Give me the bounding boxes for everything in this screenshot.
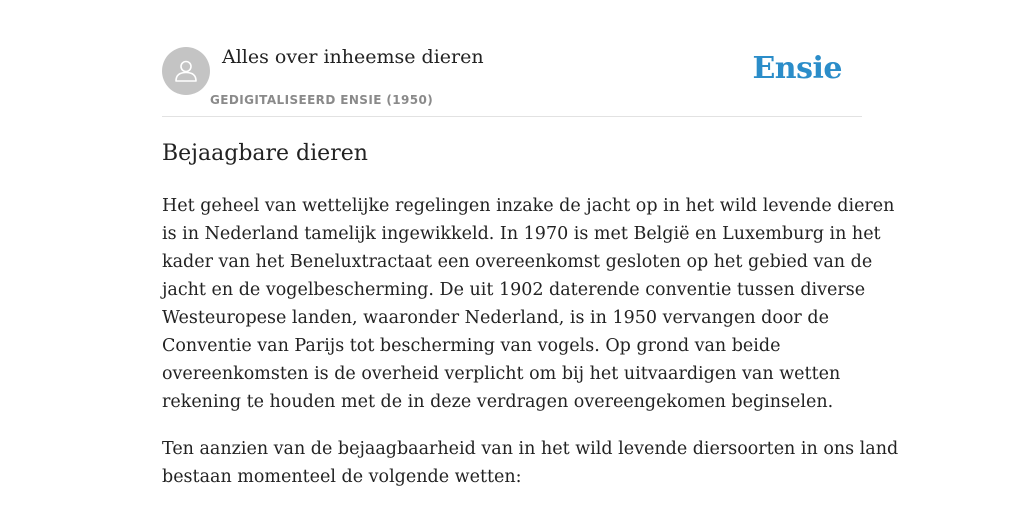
text-line: overeenkomsten is de overheid verplicht om bij het uitvaardigen van wetten <box>162 364 841 384</box>
text-line: jacht en de vogelbescherming. De uit 1902 daterende conventie tussen diverse <box>162 280 866 300</box>
text-line: Ten aanzien van de bejaagbaarheid van in het wild levende diersoorten in ons land <box>162 439 899 459</box>
site-title[interactable]: Alles over inheemse dieren <box>222 46 484 68</box>
text-line: bestaan momenteel de volgende wetten: <box>162 467 522 487</box>
text-line: is in Nederland tamelijk ingewikkeld. In 1970 is met België en Luxemburg in het <box>162 224 881 244</box>
text-line: Westeuropese landen, waaronder Nederland, is in 1950 vervangen door de <box>162 308 829 328</box>
text-line: Het geheel van wettelijke regelingen inzake de jacht op in het wild levende dieren <box>162 196 895 216</box>
article-paragraph <box>162 435 899 491</box>
site-subtitle: GEDIGITALISEERD ENSIE (1950) <box>210 93 434 107</box>
page-container <box>162 0 899 487</box>
text-line: rekening te houden met de in deze verdragen overeengekomen beginselen. <box>162 392 834 412</box>
text-line: Conventie van Parijs tot bescherming van vogels. Op grond van beide <box>162 336 781 356</box>
article-body <box>162 192 899 510</box>
avatar[interactable] <box>162 47 210 95</box>
text-line: kader van het Beneluxtractaat een overeenkomst gesloten op het gebied van de <box>162 252 873 272</box>
user-outline-icon <box>171 56 201 86</box>
brand-logo[interactable]: Ensie <box>752 51 842 86</box>
site-header <box>162 0 862 117</box>
article-title: Bejaagbare dieren <box>162 141 368 166</box>
article-paragraph <box>162 192 895 416</box>
